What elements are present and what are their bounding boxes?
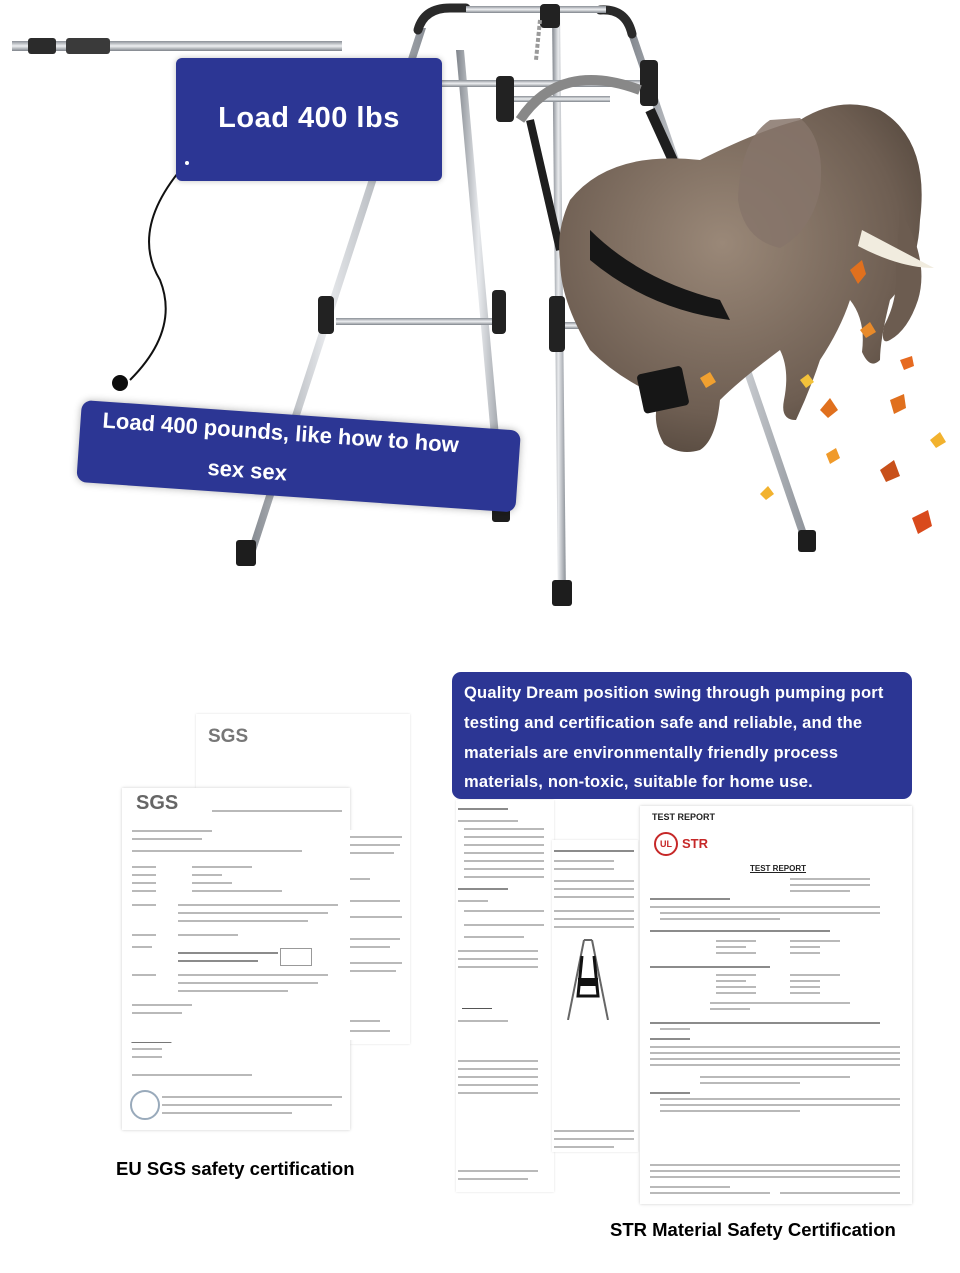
quality-line-1: Quality Dream position swing through pumping port [464,684,884,702]
str-report-middle [552,840,638,1152]
load-capacity-banner [176,58,442,181]
load-capacity-title: Load 400 lbs [218,102,400,134]
sgs-logo: SGS [208,726,249,747]
quality-line-2: testing and certification safe and reliable, and the [464,714,863,732]
str-report-left [456,800,554,1192]
signature-mark [462,990,492,1009]
str-logo: STR [682,836,708,851]
quality-line-3: materials are environmentally friendly process [464,744,839,762]
str-report-right [640,806,912,1204]
load-pounds-line2: sex sex [206,454,288,486]
product-illustration [0,0,960,620]
swing-product-thumbnail [558,936,618,1020]
sgs-caption: EU SGS safety certification [116,1158,355,1179]
quality-description-banner [452,672,912,799]
elephant-image [559,104,934,452]
str-caption: STR Material Safety Certification [610,1219,896,1240]
sgs-certificate-right-column [350,830,410,1040]
quality-line-4: materials, non-toxic, suitable for home use. [464,773,813,791]
sgs-logo-front: SGS [136,792,179,814]
load-pounds-line1: Load 400 pounds, like how to how [101,407,460,458]
ul-logo-icon [654,832,678,856]
banner-dot [185,161,189,165]
signature-mark [131,1028,176,1043]
cable-line [112,168,182,391]
sgs-certificate-front [122,788,350,1130]
test-report-heading: TEST REPORT [652,812,716,822]
extension-bar [12,38,342,54]
test-report-title: TEST REPORT [750,864,807,873]
ul-mark: UL [660,839,672,849]
